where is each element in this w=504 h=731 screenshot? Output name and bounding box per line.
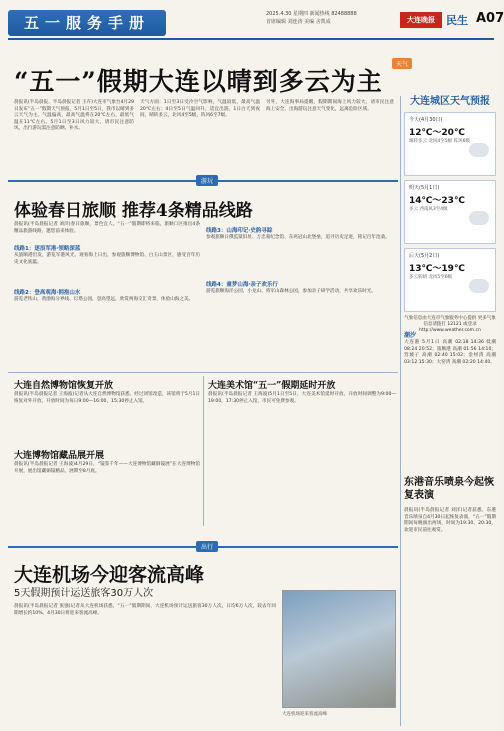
- section-banner: 五一服务手册: [8, 10, 166, 36]
- masthead: [8, 6, 504, 40]
- weather-note: 气象信息由大连市气象服务中心提供 更多气象信息请拨打 12121 或登录 http://www.weather.com.cn: [404, 316, 496, 333]
- cloud-icon: [469, 279, 489, 293]
- sidebar-divider: [400, 96, 401, 726]
- route-label: 线路1：逐浪军港·领略深蓝: [14, 246, 81, 252]
- music-title: 东港音乐喷泉今起恢复表演: [404, 477, 494, 501]
- weather-detail: 多云转晴 北风5至6级: [409, 275, 453, 280]
- route-label: 线路4：童梦山海·亲子欢乐行: [206, 282, 278, 288]
- airport-text: 晨报讯(半岛晨报记者 张强)记者从大连机场获悉，“五一”假期期间，大连机场预计运送旅客30万人次，日均6万人次，较去年同期增长约10%。4月30日将迎来客流高峰。: [14, 604, 276, 616]
- weather-date: 后天(5月2日): [409, 253, 440, 259]
- weather-date: 明天(5月1日): [409, 185, 440, 191]
- tour-title: 体验春日旅顺 推荐4条精品线路: [14, 201, 253, 221]
- section-label-travel: 出行: [196, 541, 218, 552]
- museum-text: 晨报讯(半岛晨报记者 王海波)记者从大连自然博物馆获悉，经过闭馆改造，该馆将于5月1日恢复对外开放，开放时间为每日9:00—16:00，15:30停止入馆。: [14, 392, 200, 404]
- column-divider: [203, 376, 204, 526]
- weather-detail: 晴转多云 北风4至5级 阵风6级: [409, 139, 470, 144]
- route-text: 游览老铁山、黄渤海分界线、灯塔公园，登高望远，欣赏两海交汇奇景，体验山海之美。: [14, 297, 194, 302]
- headline-body-mid: 天气方面：1日至3日受冷空气影响，气温较低，最高气温20℃左右；4日至5日气温回升，适宜出游。1日白天到夜间，晴转多云，北风4至5级，阵风6至7级。: [140, 100, 260, 119]
- headline-body-left: 晨报讯(半岛晨报、半岛晨报记者 王卉)大连市气象台4月29日发布“五一”假期天气预报，5月1日至5日，我市以晴到多云天气为主。气温偏高，最高气温将在20℃左右，最低气温在11℃左右。5月1日至3日风力较大，请市民注意防风。出行游玩需注意防晒、补水。: [14, 100, 134, 132]
- museum-title: 大连自然博物馆恢复开放: [14, 381, 114, 391]
- art-text: 晨报讯(半岛晨报记者 王海波)5月1日至5日，大连美术馆延时开放，开放时间调整为9:00—19:00，17:30停止入馆，市民可免费参观。: [208, 392, 396, 404]
- weather-card-tomorrow: [404, 180, 496, 244]
- route-label: 线路3：山海印记·史韵寻踪: [206, 228, 273, 234]
- airport-photo-caption: 大连机场迎来客流高峰: [282, 712, 327, 717]
- main-headline: “五一”假期大连以晴到多云为主: [14, 67, 383, 96]
- airport-subtitle: 5天假期预计运送旅客30万人次: [14, 588, 154, 599]
- tide-text: 大连港 5月1日 高潮 02:18 14:36 低潮 08:24 20:52；旅顺港 高潮 01:56 14:10；营城子 高潮 02:40 15:02；金州湾 高潮 03:12 15:30；大窑湾 高潮 02:20 14:40。: [404, 340, 496, 365]
- divider: [8, 372, 398, 373]
- weather-card-dayafter: [404, 248, 496, 312]
- weather-temp: 14℃～23℃: [409, 196, 465, 206]
- weather-detail: 多云 西南风3至4级: [409, 207, 448, 212]
- route-text: 从旅顺港出发，游览军港风光，观看海上日出，参观旅顺博物馆、白玉山景区，感受百年历史文化底蕴。: [14, 253, 200, 265]
- route-label: 线路2：登高观海·拥抱山水: [14, 290, 81, 296]
- weather-card-today: [404, 112, 496, 176]
- date-line: [266, 10, 406, 26]
- music-text: 晨报讯(半岛晨报记者 刘洋)记者获悉，东港音乐喷泉自4月30日起恢复表演，“五一”假期期间每晚演出两场，时间为19:30、20:30，欢迎市民前往观赏。: [404, 508, 496, 533]
- cloud-icon: [469, 143, 489, 157]
- weather-date: 今天(4月30日): [409, 117, 443, 123]
- section-name: 民生: [446, 14, 468, 27]
- masthead-rule: [8, 38, 494, 40]
- weather-temp: 12℃～20℃: [409, 128, 465, 138]
- route-text: 游览旅顺海洋公园、小龙山、将军山森林公园，参加亲子研学活动，共享欢乐时光。: [206, 289, 376, 294]
- museum-exhibit-title: 大连博物馆藏品展开展: [14, 451, 105, 461]
- editor-text: 首席编辑 刘连涛 美编 舍凯成: [266, 19, 331, 25]
- headline-body-right: 另外，大连海事局提醒，假期期间海上风力较大，请市民注意海上安全，出海游玩注意天气变化，远离危险区域。: [266, 100, 394, 112]
- airport-photo: [282, 590, 396, 708]
- route-text: 参观旅顺日俄监狱旧址、万忠墓纪念馆、东鸡冠山北堡垒，追寻历史足迹，铭记百年沧桑。: [206, 235, 390, 240]
- tour-intro: 晨报讯(半岛晨报记者 刘洋)春日旅顺，景色宜人。“五一”假期即将来临，旅顺口区推出4条精品旅游线路，邀您前来体验。: [14, 222, 200, 234]
- tide-title: 潮汐: [404, 332, 417, 339]
- newspaper-logo: 大连晚报: [400, 12, 442, 28]
- date-text: 2025.4.30 星期四 新闻热线 82488888: [266, 11, 357, 17]
- weather-title: 大连城区天气预报: [410, 96, 490, 107]
- museum-exhibit-text: 晨报讯(半岛晨报记者 王海波)4月29日，“镜鉴千年——大连博物馆藏铜镜展”在大连博物馆开展，展出馆藏铜镜精品，展期至8月底。: [14, 462, 200, 474]
- weather-tag: 天气: [392, 58, 412, 69]
- page-number: A07: [476, 11, 504, 26]
- art-title: 大连美术馆“五一”假期延时开放: [208, 381, 336, 391]
- weather-sidebar: [404, 96, 496, 334]
- cloud-icon: [469, 211, 489, 225]
- airport-title: 大连机场今迎客流高峰: [14, 564, 205, 586]
- section-label-play: 游玩: [196, 175, 218, 186]
- weather-temp: 13℃～19℃: [409, 264, 465, 274]
